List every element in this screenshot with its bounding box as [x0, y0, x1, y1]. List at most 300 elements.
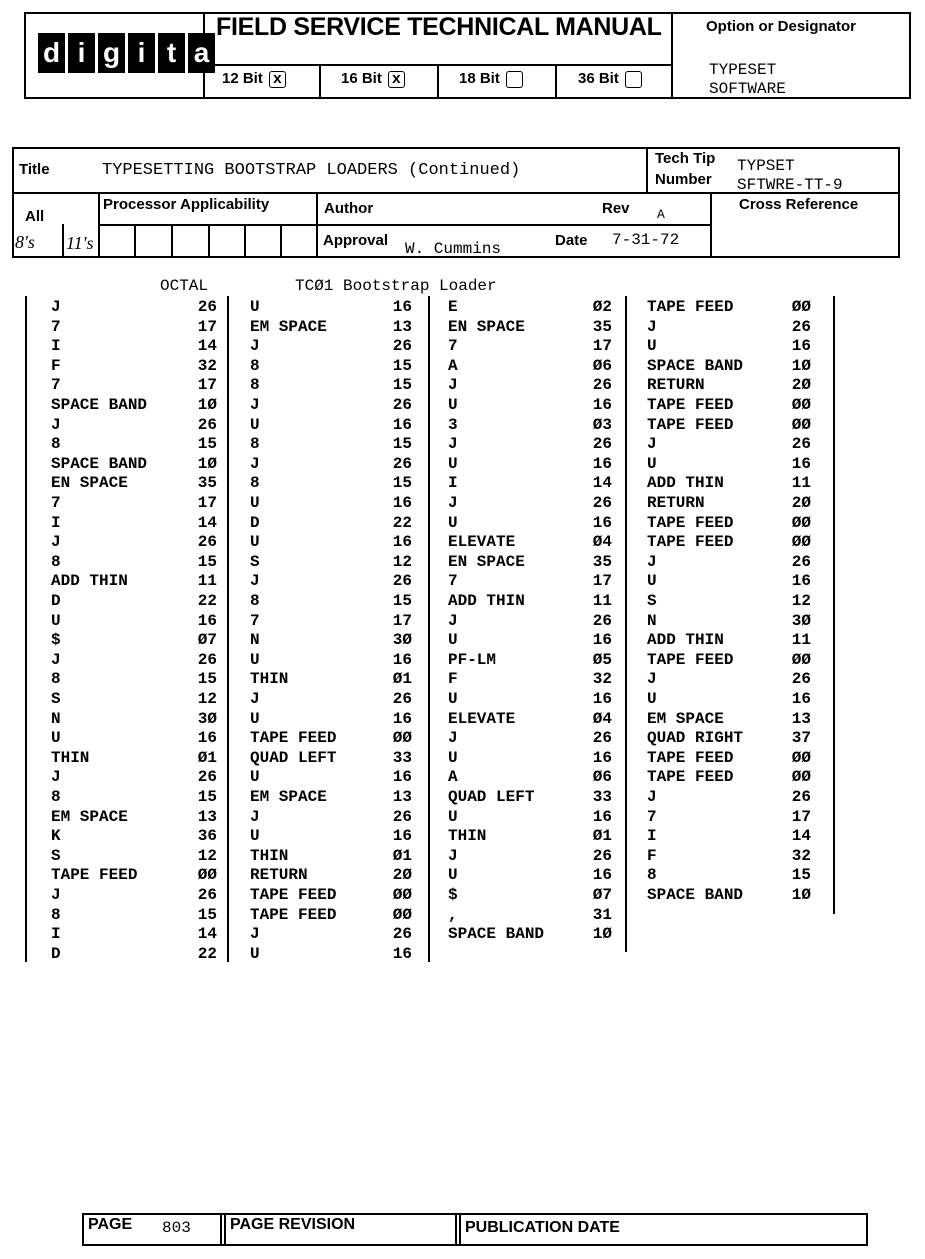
octal-value: 13 — [197, 807, 217, 826]
octal-value: 16 — [392, 650, 412, 669]
code-name: I — [51, 513, 61, 532]
octal-value: 26 — [392, 690, 412, 708]
octal-value: 16 — [197, 729, 217, 748]
code-name: RETURN — [250, 866, 308, 885]
code-name: 8 — [250, 592, 260, 610]
code-name: A — [448, 356, 458, 375]
code-name: U — [250, 827, 260, 846]
bit-divider — [437, 64, 439, 99]
octal-value: 16 — [592, 454, 612, 473]
octal-value: 35 — [592, 552, 612, 571]
octal-value: Ø1 — [592, 827, 612, 846]
code-name: 8 — [250, 356, 260, 375]
code-name: U — [448, 866, 458, 885]
octal-value: 16 — [592, 748, 612, 767]
logo-letter: t — [158, 33, 185, 73]
octal-value: ØØ — [791, 650, 811, 669]
octal-value: 11 — [197, 572, 217, 591]
page-number: 803 — [162, 1219, 191, 1237]
octal-value: Ø1 — [392, 846, 412, 865]
octal-value: 15 — [791, 866, 811, 885]
code-name: J — [51, 886, 61, 904]
code-name: , — [448, 905, 458, 924]
code-name: TAPE FEED — [647, 533, 734, 552]
code-name: J — [250, 572, 260, 591]
octal-value: 16 — [392, 494, 412, 512]
octal-value: 26 — [197, 298, 217, 316]
octal-value: 26 — [392, 454, 412, 473]
code-name: THIN — [448, 827, 487, 846]
octal-label: OCTAL — [160, 277, 209, 295]
option-label: Option or Designator — [706, 18, 856, 35]
code-name: J — [51, 650, 61, 669]
code-name: 8 — [51, 552, 61, 571]
octal-value: 26 — [392, 572, 412, 591]
proc-divider — [280, 224, 282, 258]
octal-value: 13 — [791, 709, 811, 728]
footer-divider — [459, 1213, 461, 1246]
option-value: SOFTWARE — [709, 80, 786, 98]
proc-divider — [171, 224, 173, 258]
code-name: 8 — [647, 866, 657, 885]
code-name: RETURN — [647, 376, 705, 395]
octal-value: 12 — [392, 552, 412, 571]
octal-value: 15 — [197, 552, 217, 571]
octal-value: 1Ø — [791, 886, 811, 904]
code-name: F — [448, 670, 458, 689]
octal-value: 14 — [197, 337, 217, 356]
octal-value: 3Ø — [392, 631, 412, 650]
octal-value: 16 — [791, 337, 811, 356]
code-name: TAPE FEED — [647, 298, 734, 316]
code-name: F — [647, 846, 657, 865]
code-name: J — [448, 494, 458, 512]
logo-letter: a — [188, 33, 215, 73]
octal-value: ØØ — [392, 729, 412, 748]
code-name: ADD THIN — [647, 631, 724, 650]
code-name: J — [250, 396, 260, 414]
octal-value: 1Ø — [592, 925, 612, 944]
octal-value: 11 — [791, 631, 811, 650]
octal-value: ØØ — [197, 866, 217, 885]
octal-value: 1Ø — [791, 356, 811, 375]
code-name: U — [448, 807, 458, 826]
octal-value: ØØ — [392, 886, 412, 904]
octal-value: 15 — [392, 435, 412, 454]
octal-value: 26 — [392, 396, 412, 414]
octal-value: 14 — [791, 827, 811, 846]
octal-value: ØØ — [791, 415, 811, 434]
logo-letter: i — [68, 33, 95, 73]
code-name: I — [51, 337, 61, 356]
code-name: 8 — [51, 788, 61, 806]
code-name: S — [51, 846, 61, 865]
code-name: $ — [448, 886, 458, 904]
code-name: U — [250, 494, 260, 512]
proc-divider — [134, 224, 136, 258]
octal-value: 26 — [197, 533, 217, 552]
octal-value: 33 — [392, 748, 412, 767]
code-name: 7 — [51, 494, 61, 512]
publication-date-label: PUBLICATION DATE — [465, 1219, 620, 1236]
code-name: I — [51, 925, 61, 944]
octal-value: 16 — [791, 690, 811, 708]
code-name: A — [448, 768, 458, 787]
code-name: J — [250, 690, 260, 708]
code-name: EM SPACE — [250, 317, 327, 336]
octal-value: ØØ — [791, 768, 811, 787]
octal-value: 15 — [197, 905, 217, 924]
octal-value: 3Ø — [791, 611, 811, 630]
bit-divider — [555, 64, 557, 99]
code-name: EN SPACE — [51, 474, 128, 493]
proc-entry: 8's — [15, 232, 35, 252]
code-name: J — [250, 337, 260, 356]
octal-value: 2Ø — [791, 494, 811, 512]
code-name: U — [51, 729, 61, 748]
octal-value: 13 — [392, 788, 412, 806]
code-name: U — [448, 690, 458, 708]
bit-checkbox[interactable] — [506, 71, 523, 88]
code-name: U — [448, 748, 458, 767]
octal-value: 16 — [392, 709, 412, 728]
octal-value: ØØ — [791, 298, 811, 316]
octal-value: 16 — [592, 396, 612, 414]
proc-entry: 11's — [66, 233, 94, 253]
code-name: N — [647, 611, 657, 630]
octal-value: 16 — [392, 768, 412, 787]
octal-value: 26 — [592, 846, 612, 865]
octal-value: 17 — [197, 494, 217, 512]
code-name: QUAD LEFT — [250, 748, 337, 767]
page-revision-label: PAGE REVISION — [230, 1216, 356, 1233]
techtip-label: Tech Tip — [655, 150, 716, 167]
octal-value: 14 — [197, 513, 217, 532]
footer-divider — [455, 1213, 457, 1246]
column-rule — [833, 296, 835, 914]
code-name: PF-LM — [448, 650, 497, 669]
code-name: U — [51, 611, 61, 630]
bit-label: 16 Bit — [341, 70, 382, 87]
bit-label: 18 Bit — [459, 70, 500, 87]
approval-value: W. Cummins — [405, 240, 502, 257]
code-name: U — [647, 572, 657, 591]
octal-value: Ø7 — [197, 631, 217, 650]
column-rule — [25, 296, 27, 962]
octal-value: 26 — [592, 494, 612, 512]
info-divider — [316, 224, 712, 226]
code-name: J — [448, 846, 458, 865]
code-name: J — [250, 454, 260, 473]
octal-value: 12 — [791, 592, 811, 610]
code-name: J — [250, 925, 260, 944]
logo-letter: g — [98, 33, 125, 73]
code-name: E — [448, 298, 458, 316]
bit-checkbox[interactable] — [625, 71, 642, 88]
code-name: I — [448, 474, 458, 493]
bit-option-16 — [341, 70, 405, 88]
octal-value: 26 — [791, 435, 811, 454]
bit-label: 36 Bit — [578, 70, 619, 87]
octal-value: 35 — [592, 317, 612, 336]
octal-value: 26 — [197, 886, 217, 904]
octal-value: 16 — [592, 631, 612, 650]
code-name: U — [250, 768, 260, 787]
code-name: THIN — [250, 846, 289, 865]
code-name: J — [647, 317, 657, 336]
code-name: U — [448, 454, 458, 473]
octal-value: 16 — [197, 611, 217, 630]
code-name: TAPE FEED — [250, 905, 337, 924]
octal-value: Ø3 — [592, 415, 612, 434]
octal-value: 17 — [592, 572, 612, 591]
approval-label: Approval — [323, 232, 389, 249]
code-name: U — [250, 298, 260, 316]
code-name: 7 — [448, 337, 458, 356]
code-name: 7 — [51, 376, 61, 395]
footer-divider — [220, 1213, 222, 1246]
title-label: Title — [19, 161, 50, 178]
all-label: All — [25, 208, 45, 225]
code-name: S — [250, 552, 260, 571]
proc-divider — [244, 224, 246, 258]
code-name: ELEVATE — [448, 533, 516, 552]
octal-value: Ø1 — [392, 670, 412, 689]
code-name: J — [647, 670, 657, 689]
octal-value: 26 — [592, 729, 612, 748]
code-name: SPACE BAND — [647, 886, 744, 904]
code-name: U — [250, 533, 260, 552]
code-name: J — [647, 788, 657, 806]
code-name: 7 — [51, 317, 61, 336]
techtip-value: TYPSET — [737, 157, 795, 175]
octal-value: 14 — [197, 925, 217, 944]
code-name: THIN — [250, 670, 289, 689]
code-name: TAPE FEED — [647, 768, 734, 787]
code-name: K — [51, 827, 61, 846]
logo-letter: d — [38, 33, 65, 73]
octal-value: 26 — [791, 552, 811, 571]
code-name: 8 — [250, 435, 260, 454]
code-name: N — [250, 631, 260, 650]
code-name: J — [250, 807, 260, 826]
octal-value: 32 — [197, 356, 217, 375]
octal-value: 15 — [197, 670, 217, 689]
code-name: 8 — [51, 670, 61, 689]
octal-value: 22 — [197, 944, 217, 963]
crossref-label: Cross Reference — [739, 196, 859, 213]
code-name: I — [647, 827, 657, 846]
info-divider — [12, 192, 900, 194]
bit-label: 12 Bit — [222, 70, 263, 87]
octal-value: 15 — [197, 788, 217, 806]
code-name: EN SPACE — [448, 552, 525, 571]
code-name: J — [448, 435, 458, 454]
rev-label: Rev — [602, 200, 630, 217]
octal-value: 35 — [197, 474, 217, 493]
octal-value: Ø5 — [592, 650, 612, 669]
code-name: J — [647, 552, 657, 571]
octal-value: 1Ø — [197, 396, 217, 414]
code-name: TAPE FEED — [647, 415, 734, 434]
column-rule — [227, 296, 229, 962]
code-name: U — [250, 415, 260, 434]
techtip-value: SFTWRE-TT-9 — [737, 176, 843, 192]
octal-value: Ø2 — [592, 298, 612, 316]
processor-label: Processor Applicability — [103, 196, 270, 213]
code-name: U — [448, 513, 458, 532]
code-name: RETURN — [647, 494, 705, 512]
code-name: J — [448, 376, 458, 395]
octal-value: 16 — [392, 827, 412, 846]
octal-value: ØØ — [791, 396, 811, 414]
code-name: EN SPACE — [448, 317, 525, 336]
octal-value: 37 — [791, 729, 811, 748]
octal-value: 22 — [392, 513, 412, 532]
octal-value: Ø7 — [592, 886, 612, 904]
code-name: 7 — [647, 807, 657, 826]
octal-value: 26 — [791, 317, 811, 336]
octal-value: 11 — [791, 474, 811, 493]
code-name: J — [448, 729, 458, 748]
proc-divider — [98, 194, 100, 258]
code-name: U — [647, 337, 657, 356]
octal-value: 16 — [791, 454, 811, 473]
octal-value: 14 — [592, 474, 612, 493]
code-name: SPACE BAND — [647, 356, 744, 375]
code-name: QUAD RIGHT — [647, 729, 744, 748]
octal-value: 26 — [392, 337, 412, 356]
octal-value: 2Ø — [791, 376, 811, 395]
manual-title: FIELD SERVICE TECHNICAL MANUAL — [216, 13, 662, 41]
octal-value: 2Ø — [392, 866, 412, 885]
date-value: 7-31-72 — [612, 231, 680, 249]
octal-value: 11 — [592, 592, 612, 610]
octal-value: 16 — [392, 944, 412, 963]
octal-value: 12 — [197, 846, 217, 865]
octal-value: 15 — [392, 376, 412, 395]
rev-value: A — [657, 207, 665, 222]
column-rule — [428, 296, 430, 962]
code-name: J — [448, 611, 458, 630]
code-name: EM SPACE — [647, 709, 724, 728]
code-name: J — [51, 415, 61, 434]
table-title: TCØ1 Bootstrap Loader — [295, 277, 497, 295]
octal-value: 16 — [392, 298, 412, 316]
octal-value: 26 — [197, 415, 217, 434]
proc-divider — [208, 224, 210, 258]
octal-value: 16 — [592, 807, 612, 826]
page-label: PAGE — [88, 1216, 133, 1233]
octal-value: Ø6 — [592, 356, 612, 375]
proc-divider — [62, 224, 64, 258]
code-name: J — [51, 533, 61, 552]
octal-value: 36 — [197, 827, 217, 846]
code-name: ADD THIN — [51, 572, 128, 591]
octal-value: 26 — [592, 611, 612, 630]
footer-divider — [224, 1213, 226, 1246]
techtip-label: Number — [655, 171, 712, 188]
code-name: TAPE FEED — [647, 513, 734, 532]
octal-value: 1Ø — [197, 454, 217, 473]
octal-value: ØØ — [791, 513, 811, 532]
bit-divider — [319, 64, 321, 99]
code-name: TAPE FEED — [647, 396, 734, 414]
code-name: J — [51, 298, 61, 316]
octal-value: ØØ — [791, 533, 811, 552]
octal-value: 15 — [197, 435, 217, 454]
octal-value: 16 — [592, 866, 612, 885]
octal-value: 26 — [197, 768, 217, 787]
octal-value: 32 — [791, 846, 811, 865]
bit-option-18 — [459, 70, 523, 88]
bit-option-36 — [578, 70, 642, 88]
code-name: ADD THIN — [647, 474, 724, 493]
octal-value: 16 — [791, 572, 811, 591]
octal-value: 15 — [392, 474, 412, 493]
info-divider — [646, 147, 648, 194]
code-name: SPACE BAND — [51, 454, 148, 473]
info-divider — [98, 224, 316, 226]
octal-value: 33 — [592, 788, 612, 806]
octal-value: 32 — [592, 670, 612, 689]
code-name: U — [647, 454, 657, 473]
code-name: ADD THIN — [448, 592, 525, 610]
code-name: D — [250, 513, 260, 532]
octal-value: 16 — [392, 415, 412, 434]
code-name: QUAD LEFT — [448, 788, 535, 806]
code-name: TAPE FEED — [647, 748, 734, 767]
bit-checkbox[interactable]: x — [388, 71, 405, 88]
octal-value: 17 — [197, 317, 217, 336]
octal-value: 16 — [392, 533, 412, 552]
octal-value: 16 — [592, 690, 612, 708]
header-divider — [671, 12, 673, 99]
code-name: SPACE BAND — [51, 396, 148, 414]
octal-value: 26 — [791, 670, 811, 689]
code-name: F — [51, 356, 61, 375]
code-name: TAPE FEED — [250, 729, 337, 748]
code-name: 7 — [250, 611, 260, 630]
code-name: D — [51, 944, 61, 963]
octal-value: ØØ — [791, 748, 811, 767]
code-name: U — [448, 631, 458, 650]
code-name: ELEVATE — [448, 709, 516, 728]
octal-value: 17 — [592, 337, 612, 356]
octal-value: 26 — [592, 435, 612, 454]
date-label: Date — [555, 232, 588, 249]
code-name: 3 — [448, 415, 458, 434]
code-name: SPACE BAND — [448, 925, 545, 944]
octal-value: 31 — [592, 905, 612, 924]
code-name: 7 — [448, 572, 458, 591]
octal-value: Ø6 — [592, 768, 612, 787]
digital-logo — [38, 33, 215, 73]
column-rule — [625, 296, 627, 952]
octal-value: 3Ø — [197, 709, 217, 728]
bit-checkbox[interactable]: x — [269, 71, 286, 88]
code-name: U — [250, 650, 260, 669]
code-name: U — [647, 690, 657, 708]
code-name: J — [51, 768, 61, 787]
code-name: D — [51, 592, 61, 610]
octal-value: Ø4 — [592, 533, 612, 552]
code-name: J — [647, 435, 657, 454]
octal-value: Ø1 — [197, 748, 217, 767]
octal-value: Ø4 — [592, 709, 612, 728]
octal-value: 26 — [791, 788, 811, 806]
bit-option-12 — [222, 70, 286, 88]
